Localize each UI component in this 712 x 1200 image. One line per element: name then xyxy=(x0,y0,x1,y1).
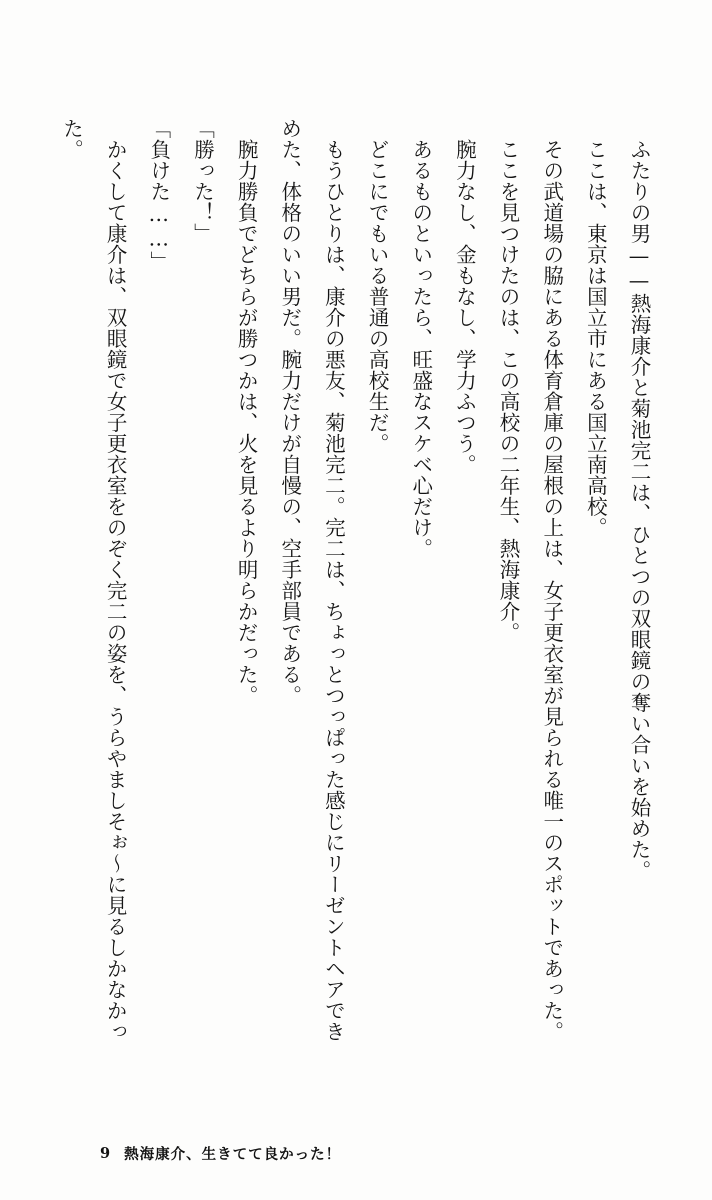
paragraph: ここは、東京は国立市にある国立南高校。 xyxy=(583,138,608,538)
vertical-text-body xyxy=(60,118,660,1058)
paragraph: もうひとりは、康介の悪友、菊池完二。完二は、ちょっとつっぱった感じにリーゼントヘアできめた、体格のいい男だ。腕力だけが自慢の、空手部員である。 xyxy=(277,118,346,1042)
paragraph: ふたりの男——熱海康介と菊池完二は、ひとつの双眼鏡の奪い合いを始めた。 xyxy=(627,138,651,881)
running-head: 熱海康介、生きてて良かった！ xyxy=(124,1145,342,1163)
page-footer xyxy=(0,1142,712,1164)
paragraph-dialogue: 「負けた……」 xyxy=(146,118,171,272)
paragraph: どこにでもいる普通の高校生だ。 xyxy=(365,138,390,454)
paragraph: 腕力勝負でどちらが勝つかは、火を見るより明らかだった。 xyxy=(234,138,259,706)
paragraph: その武道場の脇にある体育倉庫の屋根の上は、女子更衣室が見られる唯一のスポットであった。 xyxy=(539,138,564,1042)
page-number: 9 xyxy=(100,1144,111,1162)
paragraph: ここを見つけたのは、この高校の二年生、熱海康介。 xyxy=(496,138,521,643)
paragraph-dialogue: 「勝った！」 xyxy=(190,118,215,244)
paragraph: かくして康介は、双眼鏡で女子更衣室をのぞく完二の姿を、うらやましそぉ～に見るしかなかった。 xyxy=(59,118,128,1042)
paragraph: 腕力なし、金もなし、学力ふつう。 xyxy=(452,138,477,475)
paragraph: あるものといったら、旺盛なスケベ心だけ。 xyxy=(408,138,433,559)
